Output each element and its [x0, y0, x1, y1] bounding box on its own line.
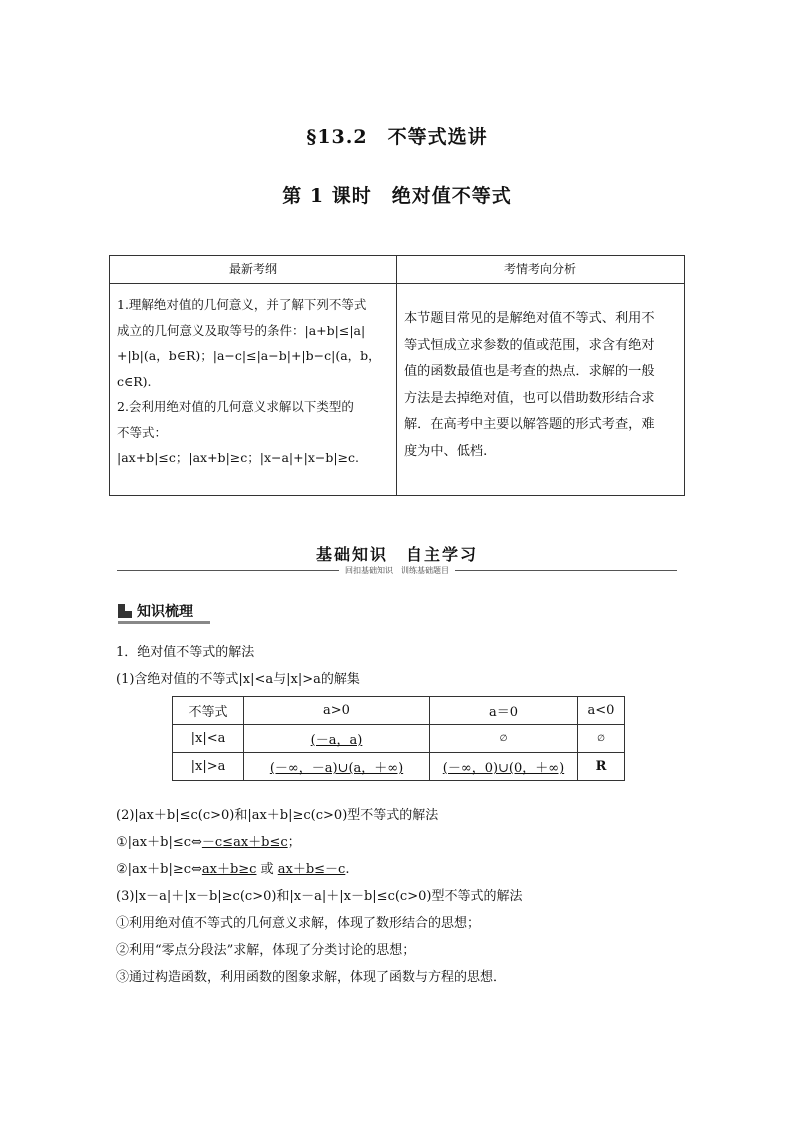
syllabus-line: 1.理解绝对值的几何意义，并了解下列不等式 — [117, 297, 367, 312]
section-banner-note: 回扣基础知识 训练基础题目 — [0, 565, 794, 576]
table-header: a<0 — [578, 697, 625, 725]
sub-heading-2: (2)|ax＋b|≤c(c>0)和|ax＋b|≥c(c>0)型不等式的解法 — [116, 808, 439, 823]
rule-2-answer-1: ax＋b≥c — [201, 862, 257, 877]
syllabus-line: 2.会利用绝对值的几何意义求解以下类型的 — [117, 399, 354, 414]
lesson-title: 第 1 课时 绝对值不等式 — [282, 185, 512, 207]
table-cell: (－∞，－a)∪(a，＋∞) — [244, 753, 430, 781]
method-3: ③通过构造函数，利用函数的图象求解，体现了函数与方程的思想． — [116, 970, 507, 985]
outline-syllabus-text — [117, 292, 393, 471]
method-2: ②利用“零点分段法”求解，体现了分类讨论的思想； — [116, 943, 416, 958]
outline-table — [109, 255, 685, 496]
table-header: a＝0 — [430, 697, 578, 725]
syllabus-line: |ax+b|≤c；|ax+b|≥c；|x−a|+|x−b|≥c. — [117, 450, 360, 465]
section-banner-title: 基础知识 自主学习 — [315, 545, 478, 564]
table-cell: (－∞，0)∪(0，＋∞) — [430, 753, 578, 781]
analysis-line: 方法是去掉绝对值，也可以借助数形结合求 — [404, 390, 655, 406]
sub-heading-1: (1)含绝对值的不等式|x|<a与|x|>a的解集 — [116, 672, 360, 687]
analysis-line: 度为中、低档. — [404, 443, 488, 459]
table-row — [173, 725, 625, 753]
analysis-line: 值的函数最值也是考查的热点．求解的一般 — [404, 364, 655, 379]
analysis-line: 解．在高考中主要以解答题的形式考查，难 — [404, 417, 655, 432]
syllabus-line: 不等式： — [117, 424, 168, 440]
sub-heading-3: (3)|x－a|＋|x－b|≥c(c>0)和|x－a|＋|x－b|≤c(c>0)型不等式的解法 — [116, 889, 523, 904]
table-row — [173, 753, 625, 781]
syllabus-line: +|b|(a，b∈R)；|a−c|≤|a−b|+|b−c|(a，b， — [117, 348, 381, 363]
syllabus-line: 成立的几何意义及取等号的条件：|a+b|≤|a| — [117, 322, 366, 338]
rule-1-answer: －c≤ax＋b≤c — [201, 835, 288, 850]
item-heading: 1．绝对值不等式的解法 — [116, 645, 255, 660]
table-cell: R — [578, 753, 625, 781]
table-header: 不等式 — [173, 697, 244, 725]
table-header-row — [173, 697, 625, 725]
solution-table — [172, 696, 625, 781]
method-1: ①利用绝对值不等式的几何意义求解，体现了数形结合的思想； — [116, 916, 481, 931]
table-cell: ∅ — [430, 725, 578, 753]
table-header: a>0 — [244, 697, 430, 725]
outline-header-syllabus: 最新考纲 — [228, 262, 277, 276]
syllabus-line: c∈R). — [117, 373, 152, 389]
table-cell: |x|>a — [173, 753, 244, 781]
knowledge-label: 知识梳理 — [137, 604, 193, 620]
section-title: §13.2 不等式选讲 — [306, 126, 488, 148]
rule-2-answer-2: ax＋b≤－c — [277, 862, 346, 877]
knowledge-header — [118, 601, 210, 623]
outline-analysis-text — [404, 306, 682, 465]
analysis-line: 等式恒成立求参数的值或范围，求含有绝对 — [404, 337, 655, 353]
table-cell: (－a，a) — [244, 725, 430, 753]
rule-1: ①|ax＋b|≤c⇔－c≤ax＋b≤c； — [116, 835, 301, 850]
outline-header-analysis: 考情考向分析 — [503, 262, 576, 276]
table-cell: ∅ — [578, 725, 625, 753]
rule-2: ②|ax＋b|≥c⇔ax＋b≥c 或 ax＋b≤－c. — [116, 862, 350, 877]
table-cell: |x|<a — [173, 725, 244, 753]
analysis-line: 本节题目常见的是解绝对值不等式、利用不 — [404, 311, 655, 326]
